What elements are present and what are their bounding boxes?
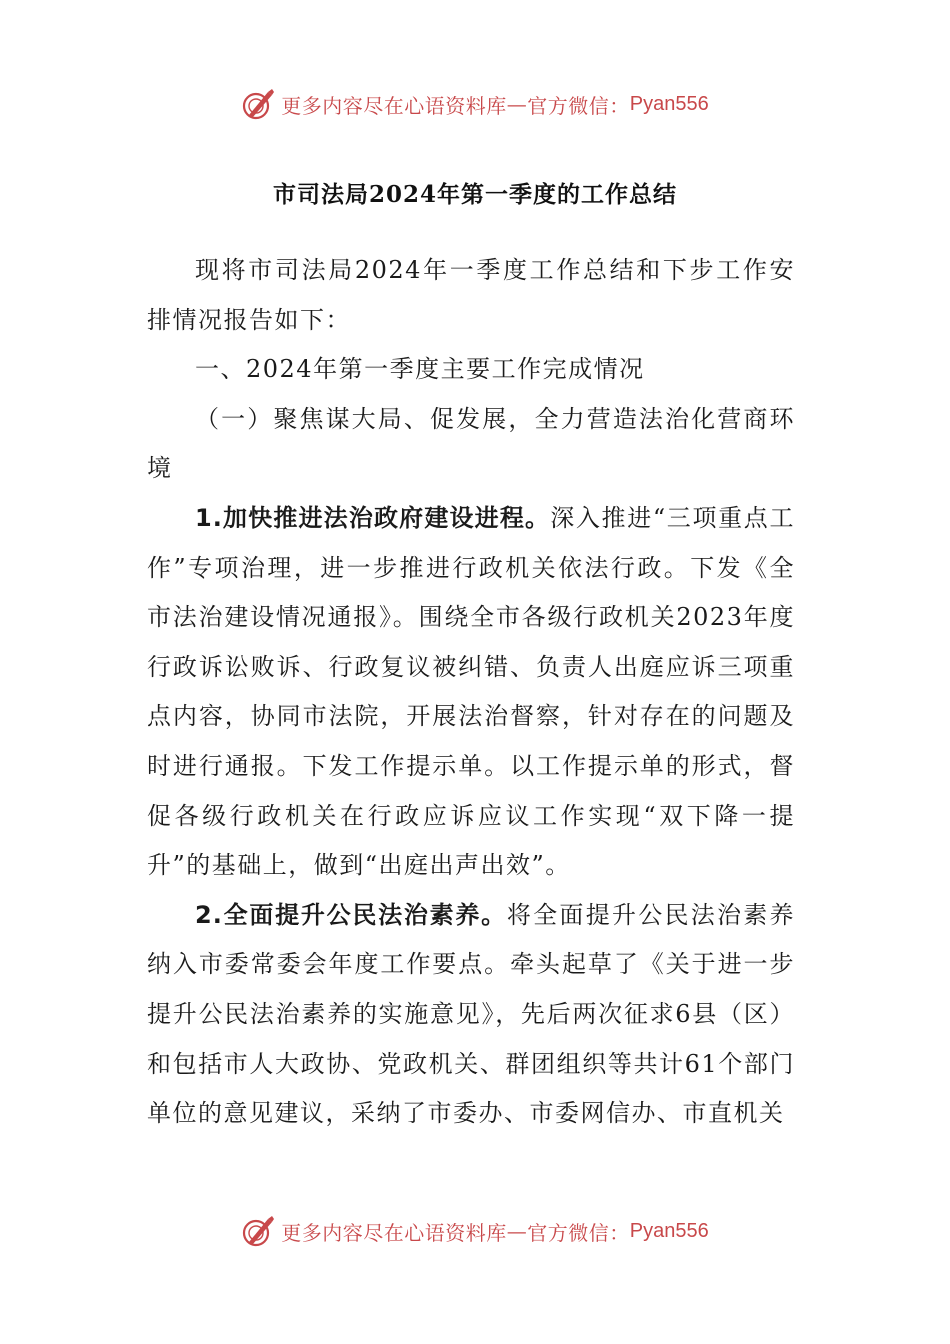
document-title: 市司法局2024年第一季度的工作总结 [272,181,677,208]
item-1-lead: 1.加快推进法治政府建设进程。 [195,503,551,532]
watermark-wechat-id: Pyan556 [629,92,709,115]
watermark-official-label: 官方微信： [527,1220,630,1245]
section-heading-1: 一、2024年第一季度主要工作完成情况 [195,355,645,384]
watermark-official-label: 官方微信： [527,93,630,118]
item-1-body: 深入推进“三项重点工作”专项治理，进一步推进行政机关依法行政。下发《全市法治建设情况通报》。围绕全市各级行政机关2023年度行政诉讼败诉、行政复议被纠错、负责人出庭应诉三项重点内容，协同市法院，开展法治督察，针对存在的问题及时进行通报。下发工作提示单。以工作提示单的形式，督促各级行政机关在行政应诉应议工作实现“双下降一提升”的基础上，做到“出庭出声出效”。 [147,503,795,880]
watermark-text: 更多内容尽在心语资料库 [281,93,507,118]
item-paragraph-1 [147,494,795,891]
intro-paragraph: 现将市司法局2024年一季度工作总结和下步工作安排情况报告如下： [147,256,795,334]
document-body [147,246,795,1139]
pen-on-circle-logo-icon [241,1214,275,1248]
item-paragraph-2 [147,891,795,1139]
watermark-wechat-id: Pyan556 [629,1219,709,1242]
watermark-text: 更多内容尽在心语资料库 [281,1220,507,1245]
watermark-banner-top [0,84,950,124]
item-2-lead: 2.全面提升公民法治素养。 [195,900,507,929]
watermark-separator: — [506,92,528,116]
pen-on-circle-logo-icon [241,87,275,121]
watermark-banner-bottom [0,1211,950,1251]
subsection-heading-1: （一）聚焦谋大局、促发展，全力营造法治化营商环境 [147,404,795,483]
watermark-separator: — [506,1219,528,1243]
item-2-body: 将全面提升公民法治素养纳入市委常委会年度工作要点。牵头起草了《关于进一步提升公民法治素养的实施意见》，先后两次征求6县（区）和包括市人大政协、党政机关、群团组织等共计61个部门单位的意见建议，采纳了市委办、市委网信办、市直机关 [147,900,795,1128]
